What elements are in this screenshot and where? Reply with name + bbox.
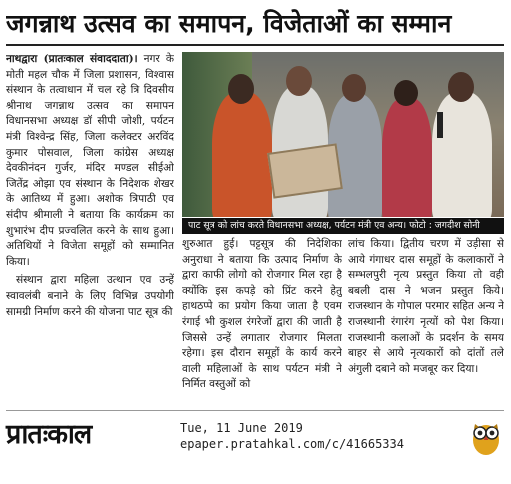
photo-plaque bbox=[267, 143, 343, 198]
paragraph-1 bbox=[6, 52, 174, 270]
news-photo bbox=[182, 52, 504, 217]
paragraph-2: संस्थान द्वारा महिला उत्थान एव उन्हें स्वावलंबी बनाने के लिए विभिन्न उपयोगी सामग्री निर्माण करने की योजना पाट सूत्र की bbox=[6, 274, 174, 318]
article-column-1 bbox=[6, 52, 174, 402]
dateline: नाथद्वारा (प्रातःकाल संवाददाता)। bbox=[6, 53, 138, 65]
epaper-url[interactable]: epaper.pratahkal.com/c/41665334 bbox=[180, 437, 404, 451]
headline-rule bbox=[6, 44, 504, 46]
article-column-2 bbox=[182, 237, 342, 403]
photo-figure-head bbox=[342, 74, 366, 102]
photo-figure bbox=[212, 92, 272, 217]
headline: जगन्नाथ उत्सव का समापन, विजेताओं का सम्मान bbox=[6, 9, 452, 38]
photo-caption: पाट सूत्र को लांच करते विधानसभा अध्यक्ष, पर्यटन मंत्री एव अन्य। फोटो : जगदीश सोनी bbox=[182, 218, 504, 234]
photo-figure bbox=[382, 98, 432, 217]
photo-figure-head bbox=[286, 66, 312, 96]
microphone-icon bbox=[437, 112, 443, 138]
photo-figure bbox=[432, 92, 492, 217]
masthead-logo: प्रातःकाल bbox=[6, 419, 92, 450]
paragraph-4: लांच किया। द्वितीय चरण में उड़ीसा से आये गंगाधर दास समूहों के कलाकारों ने सम्भलपुरी नृत्य प्रस्तुत किया तो वही बबली दास ने भजन प्रस्तुत किये। राजस्थान के गोपाल परमार सहित अन्य ने राजस्थानी रंगारंग नृत्यों को पेश किया। राजस्थानी कलाओं के प्रदर्शन के समय बाहर से आये नृत्यकारों को दांतों तले अंगुली दबाने को मजबूर कर दिया। bbox=[348, 238, 504, 375]
owl-icon bbox=[470, 416, 502, 456]
edition-date: Tue, 11 June 2019 bbox=[180, 421, 303, 435]
photo-figure-head bbox=[228, 74, 254, 104]
footer-rule bbox=[6, 410, 504, 411]
photo-figure-head bbox=[394, 80, 418, 106]
paragraph-1-text: नगर के मोती महल चौक में जिला प्रशासन, विश्वास संस्थान के तत्वाधान में चल रहे त्रि दिवसीय श्रीनाथ जगन्नाथ उत्सव का समापन विधानसभा अध्यक्ष डॉ सीपी जोशी, पर्यटन मंत्री विश्वेन्द्र सिंह, जिला कलेक्टर अरविंद कुमार पोसवाल, जिला कांग्रेस अध्यक्ष देवकीनंदन गुर्जर, मंदिर मण्डल सीईओ जितेंद्र ओझा एव संस्थान के निदेशक शेखर के आतिथ्य में हुआ। अशोक त्रिपाठी एव संदीप श्रीमाली ने बताया कि कार्यक्रम का शुभारंभ दीप प्रज्वलित करने के साथ हुआ। अतिथियों ने विजेता समूहों को सम्मानित किया। bbox=[6, 53, 174, 268]
article-column-3 bbox=[348, 237, 504, 403]
paragraph-3: शुरुआत हुई। पट्टसूत्र की निदेशिका अनुराधा ने बताया कि उत्पाद निर्माण के द्वारा काफी लोगो को रोजगार मिल रहा है क्योंकि इस कपड़े को प्रिंट करने हेतु हाथठप्पे का प्रयोग किया जाता है एवम रंगाई भी कुशल रंगरेजों द्वारा की जाती है जिससे उन्हें लगातार रोजगार मिलता रहेगा। इस दौरान समूहों के कार्य करने वाली महिलाओं के साथ पर्यटन मंत्री ने निर्मित वस्तुओं को bbox=[182, 238, 342, 391]
photo-figure-head bbox=[448, 72, 474, 102]
